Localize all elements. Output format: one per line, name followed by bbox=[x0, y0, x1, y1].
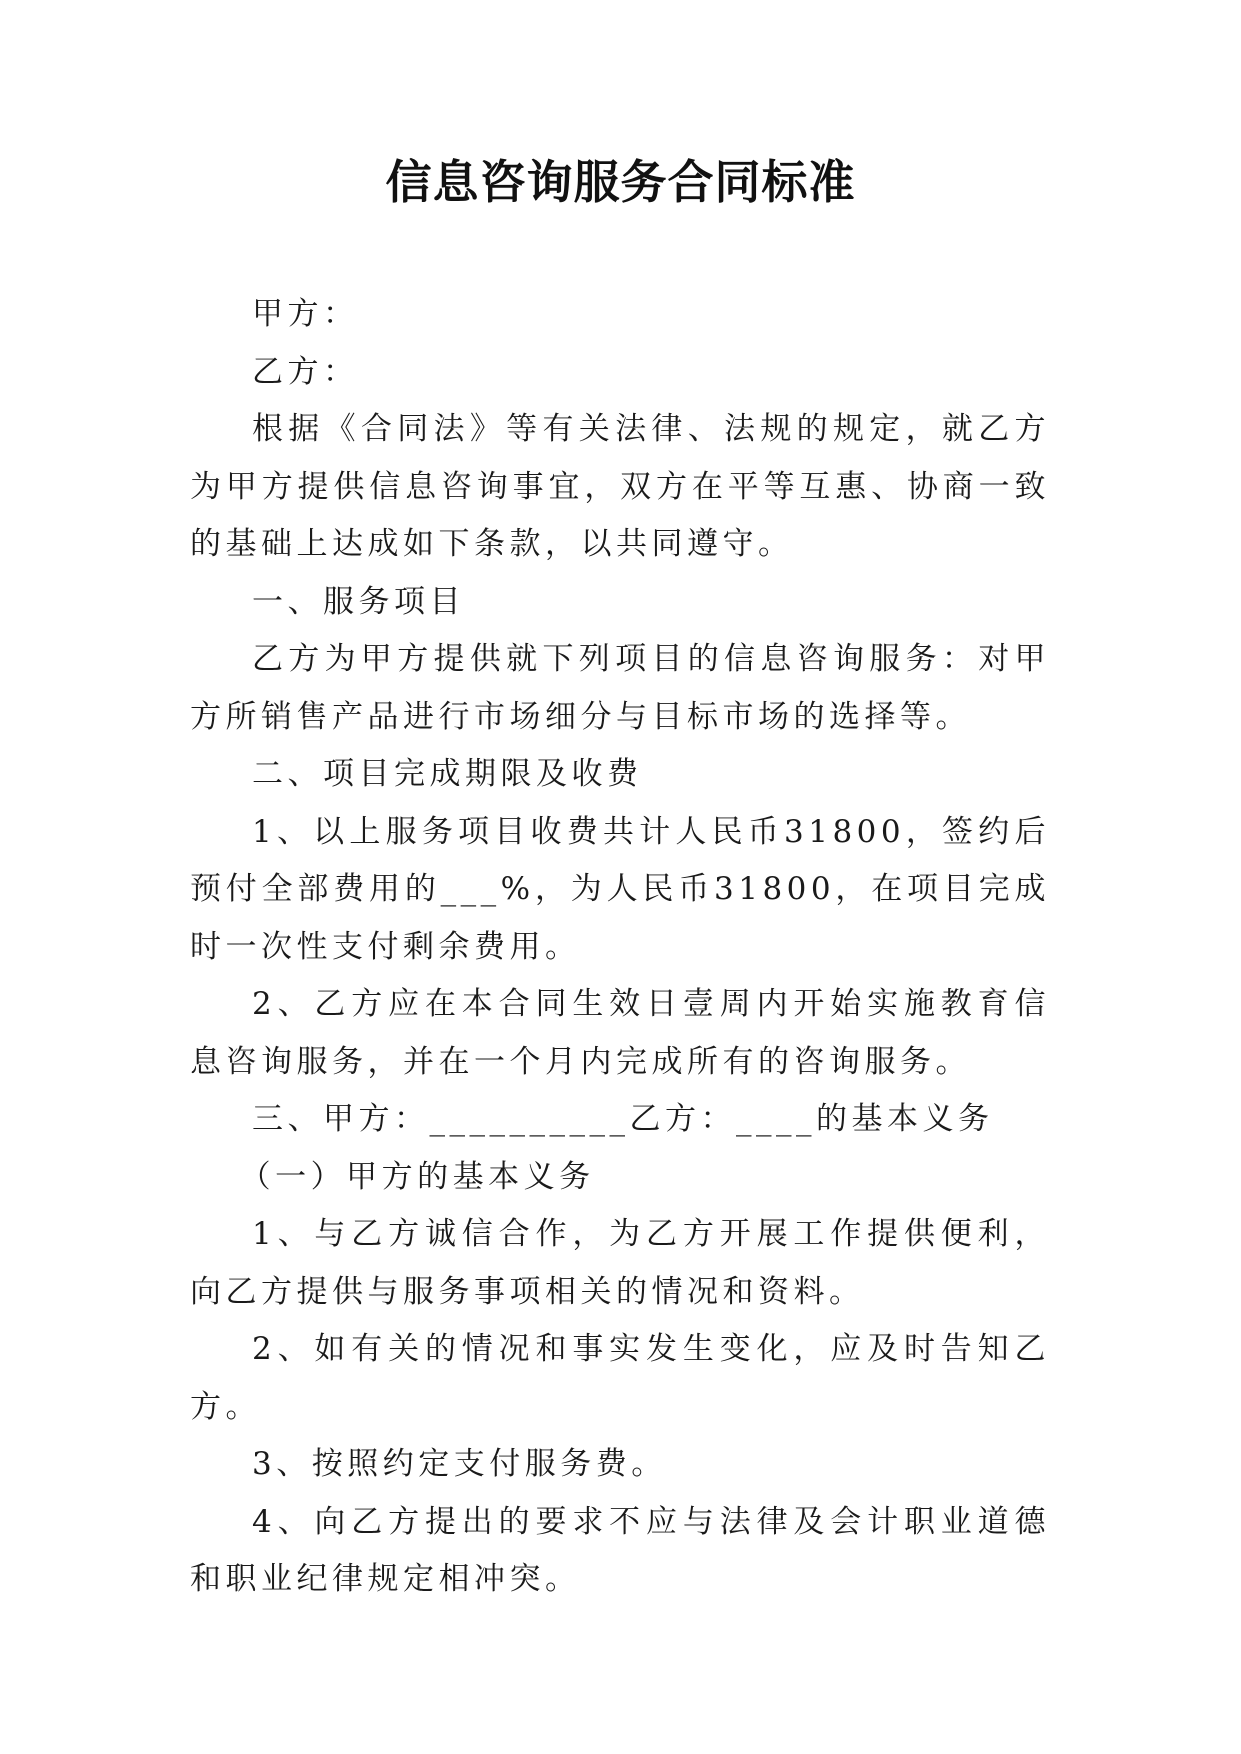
document-title: 信息咨询服务合同标准 bbox=[385, 155, 856, 209]
preamble-paragraph: 根据《合同法》等有关法律、法规的规定，就乙方为甲方提供信息咨询事宜，双方在平等互惠、协商一致的基础上达成如下条款，以共同遵守。 bbox=[190, 411, 1050, 562]
obligation-clause-4: 4、向乙方提出的要求不应与法律及会计职业道德和职业纪律规定相冲突。 bbox=[190, 1503, 1050, 1597]
party-b-line: 乙方： bbox=[252, 353, 359, 390]
fees-clause-1: 1、以上服务项目收费共计人民币31800，签约后预付全部费用的___%，为人民币31800，在项目完成时一次性支付剩余费用。 bbox=[190, 813, 1050, 965]
obligation-clause-3: 3、按照约定支付服务费。 bbox=[252, 1446, 667, 1482]
subsection-heading-party-a-obligations: （一）甲方的基本义务 bbox=[239, 1158, 595, 1195]
section-heading-term-and-fees: 二、项目完成期限及收费 bbox=[252, 756, 643, 792]
section-heading-service-items: 一、服务项目 bbox=[252, 583, 465, 620]
party-a-line: 甲方： bbox=[252, 296, 359, 332]
section-heading-obligations: 三、甲方：__________乙方：____的基本义务 bbox=[252, 1101, 994, 1137]
fees-clause-2: 2、乙方应在本合同生效日壹周内开始实施教育信息咨询服务，并在一个月内完成所有的咨询服务。 bbox=[190, 986, 1050, 1080]
obligation-clause-1: 1、与乙方诚信合作，为乙方开展工作提供便利，向乙方提供与服务事项相关的情况和资料。 bbox=[190, 1216, 1050, 1310]
document-body bbox=[190, 286, 1050, 1609]
obligation-clause-2: 2、如有关的情况和事实发生变化，应及时告知乙方。 bbox=[190, 1331, 1050, 1425]
service-items-paragraph: 乙方为甲方提供就下列项目的信息咨询服务：对甲方所销售产品进行市场细分与目标市场的选择等。 bbox=[190, 641, 1050, 735]
